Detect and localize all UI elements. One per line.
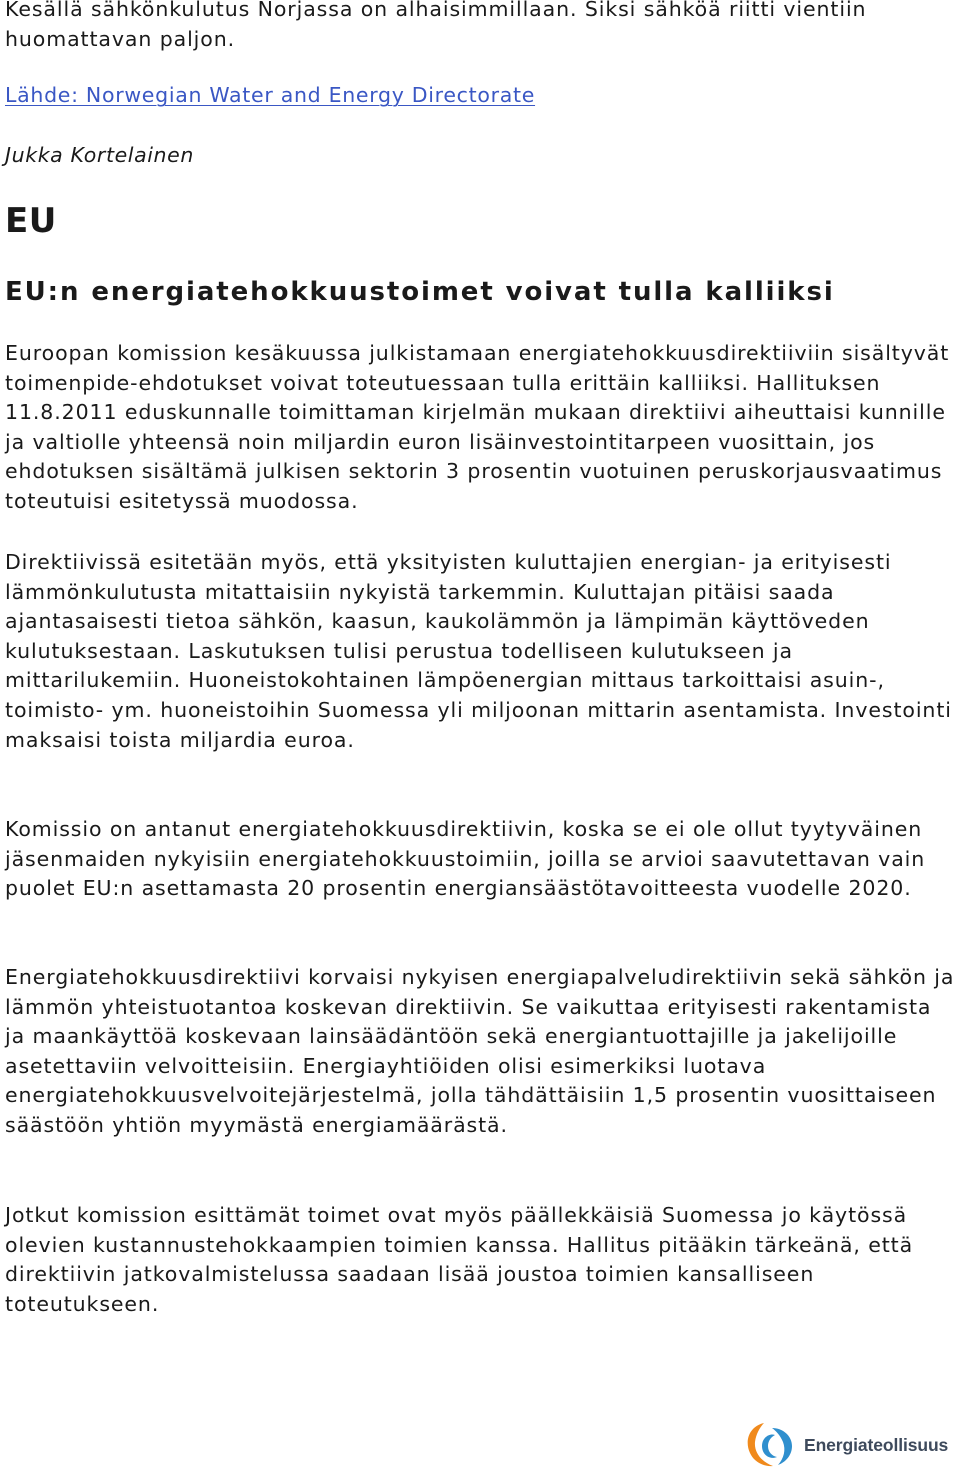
source-link[interactable]: Lähde: Norwegian Water and Energy Directorate	[5, 83, 536, 107]
author-name: Jukka Kortelainen	[5, 143, 194, 167]
energiateollisuus-logo	[742, 1420, 957, 1470]
logo-text: Energiateollisuus	[804, 1434, 949, 1455]
article-paragraph: Direktiivissä esitetään myös, että yksityisten kuluttajien energian- ja erityisesti lämmönkulutusta mitattaisiin nykyistä tarkemmin. Kuluttajan pitäisi saada ajantasaisesti tietoa sähkön, kaasun, kaukolämmön ja lämpimän käyttöveden kulutuksestaan. Laskutuksen tulisi perustua todelliseen kulutukseen ja mittarilukemiin. Huoneistokohtainen lämpöenergian mittaus tarkoittaisi asuin-, toimisto- ym. huoneistoihin Suomessa yli miljoonan mittarin asentamista. Investointi maksaisi toista miljardia euroa.	[5, 550, 952, 752]
article-paragraph: Euroopan komission kesäkuussa julkistamaan energiatehokkuusdirektiiviin sisältyvät toimenpide-ehdotukset voivat toteutuessaan tulla erittäin kalliiksi. Hallituksen 11.8.2011 eduskunnalle toimittaman kirjelmän mukaan direktiivi aiheuttaisi kunnille ja valtiolle yhteensä noin miljardin euron lisäinvestointitarpeen vuosittain, jos ehdotuksen sisältämä julkisen sektorin 3 prosentin vuotuinen peruskorjausvaatimus toteutuisi esitetyssä muodossa.	[5, 341, 950, 513]
article-paragraph: Jotkut komission esittämät toimet ovat myös päällekkäisiä Suomessa jo käytössä olevien kustannustehokkaampien toimien kanssa. Hallitus pitääkin tärkeänä, että direktiivin jatkovalmistelussa saadaan lisää joustoa toimien kansalliseen toteutukseen.	[5, 1203, 914, 1316]
section-title: EU	[5, 201, 57, 241]
article-paragraph: Energiatehokkuusdirektiivi korvaisi nykyisen energiapalveludirektiivin sekä sähkön ja lämmön yhteistuotantoa koskevan direktiivin. Se vaikuttaa erityisesti rakentamista ja maankäyttöä koskevaan lainsäädäntöön sekä energiantuottajille ja jakelijoille asetettaviin velvoitteisiin. Energiayhtiöiden olisi esimerkiksi luotava energiatehokkuusvelvoitejärjestelmä, jolla tähdättäisiin 1,5 prosentin vuosittaiseen säästöön yhtiön myymästä energiamäärästä.	[5, 965, 955, 1137]
energiateollisuus-logo-icon	[742, 1420, 798, 1470]
article-title: EU:n energiatehokkuustoimet voivat tulla kalliiksi	[5, 277, 835, 307]
intro-paragraph: Kesällä sähkönkulutus Norjassa on alhaisimmillaan. Siksi sähköä riitti vientiin huomattavan paljon.	[5, 0, 867, 51]
article-paragraph: Komissio on antanut energiatehokkuusdirektiivin, koska se ei ole ollut tyytyväinen jäsenmaiden nykyisiin energiatehokkuustoimiin, joilla se arvioi saavutettavan vain puolet EU:n asettamasta 20 prosentin energiansäästötavoitteesta vuodelle 2020.	[5, 817, 926, 901]
